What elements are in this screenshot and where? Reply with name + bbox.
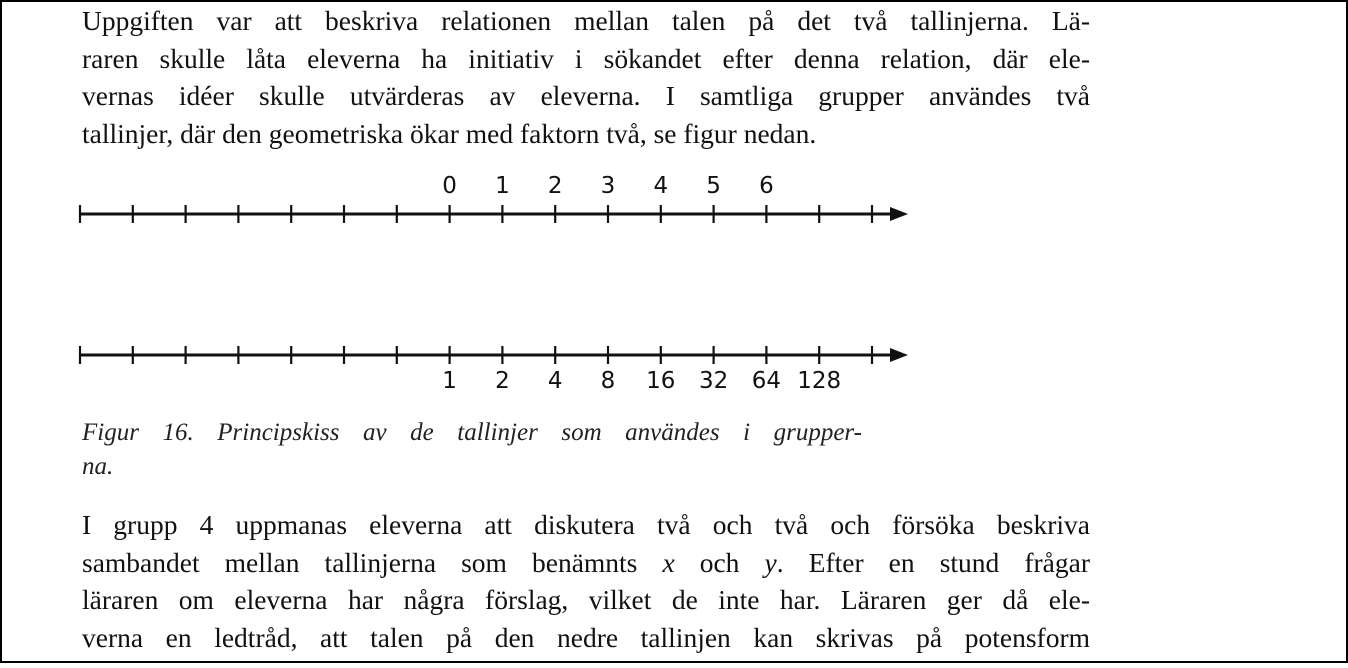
- cut-off-next-line: [82, 654, 1090, 668]
- bottom-label: 2: [495, 368, 510, 394]
- intro-line-1: Uppgiften var att beskriva relationen mellan talen på det två tallinjerna. Lä-: [82, 5, 1090, 36]
- top-label: 3: [600, 173, 616, 199]
- top-label: 0: [442, 173, 457, 199]
- top-label: 6: [759, 173, 774, 199]
- bottom-label: 8: [600, 368, 616, 394]
- intro-line-4: tallinjer, där den geometriska ökar med faktorn två, se figur nedan.: [82, 117, 817, 149]
- variable-x: x: [662, 546, 675, 578]
- bottom-label: 32: [698, 368, 729, 394]
- bottom-label: 4: [547, 368, 563, 394]
- body-line-1: I grupp 4 uppmanas eleverna att diskutera två och två och försöka beskriva: [82, 509, 1090, 540]
- top-label: 1: [495, 173, 510, 199]
- top-arrowhead-icon: [890, 207, 908, 221]
- bottom-label: 128: [797, 368, 842, 394]
- caption-line-1: Figur 16. Principskiss av de tallinjer som användes i grupper-: [82, 419, 862, 446]
- intro-line-3: vernas idéer skulle utvärderas av eleverna. I samtliga grupper användes två: [82, 80, 1090, 111]
- line-2-end: . Efter en stund frågar: [776, 546, 1090, 578]
- bottom-arrowhead-icon: [890, 348, 908, 362]
- number-line-figure: [62, 162, 942, 402]
- top-label: 5: [706, 173, 721, 199]
- bottom-label: 1: [442, 368, 457, 394]
- intro-line-2: raren skulle låta eleverna ha initiativ i sökandet efter denna relation, där ele-: [82, 42, 1090, 74]
- caption-line-2: na.: [82, 453, 114, 480]
- geometric-number-line: [80, 346, 908, 394]
- bottom-label: 16: [646, 368, 676, 394]
- line-2-and: och: [674, 546, 765, 578]
- bottom-label: 64: [751, 368, 782, 394]
- arithmetic-number-line: [80, 173, 908, 223]
- top-label: 4: [653, 173, 669, 199]
- line-2-start: sambandet mellan tallinjerna som benämnts: [82, 546, 663, 578]
- intro-paragraph: [82, 2, 1090, 152]
- group-4-paragraph: [82, 506, 1090, 656]
- variable-y: y: [764, 546, 777, 578]
- top-label: 2: [547, 173, 563, 199]
- body-line-4: verna en ledtråd, att talen på den nedre tallinjen kan skrivas på potensform: [82, 621, 1090, 653]
- body-line-3: läraren om eleverna har några förslag, vilket de inte har. Läraren ger då ele-: [82, 584, 1090, 615]
- body-line-2: [82, 544, 1090, 582]
- figure-caption: [82, 416, 862, 484]
